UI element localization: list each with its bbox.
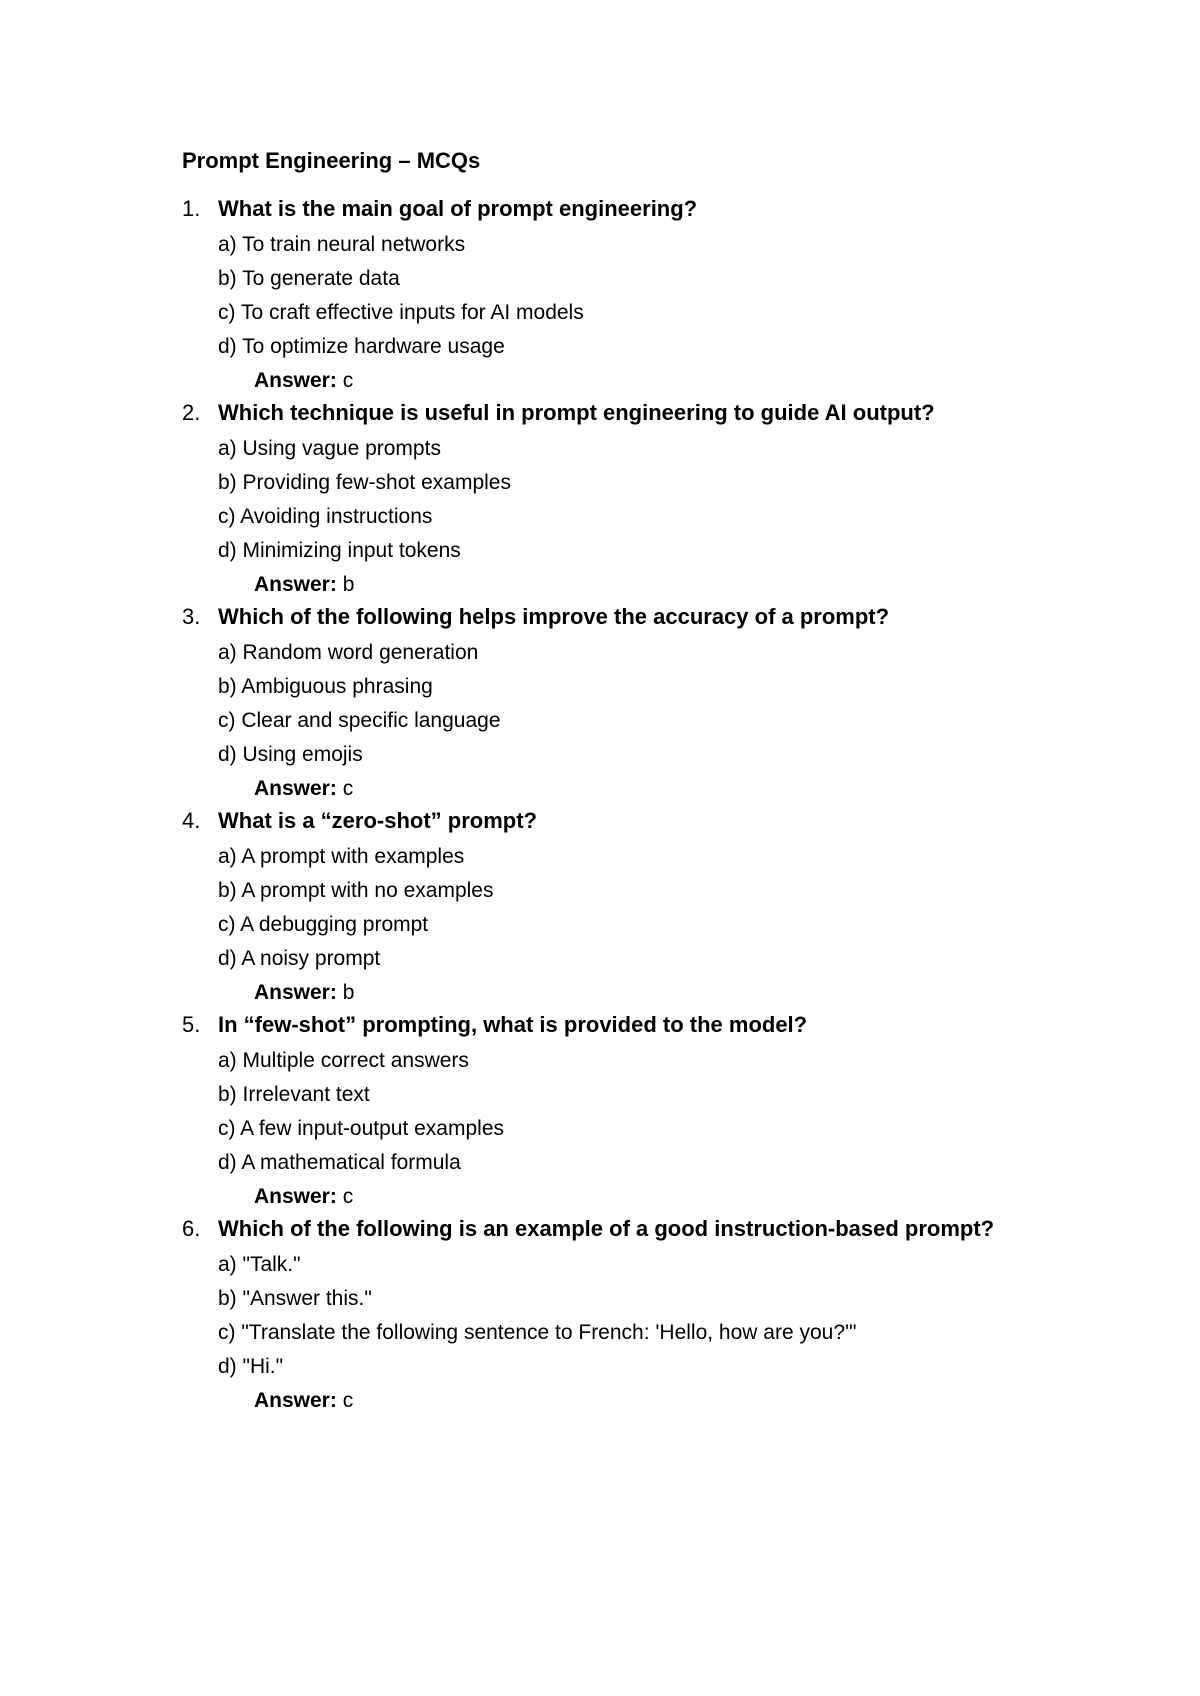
- question-5: [182, 1010, 1142, 1214]
- answer-line: [182, 568, 1142, 602]
- question-header: [182, 806, 1142, 840]
- option-list: [182, 1248, 1142, 1384]
- option-a: a) Using vague prompts: [218, 437, 441, 460]
- question-text: What is the main goal of prompt engineering?: [218, 196, 698, 221]
- answer-line: [182, 976, 1142, 1010]
- option-d: d) A mathematical formula: [218, 1151, 461, 1174]
- answer-label: Answer:: [254, 1389, 337, 1412]
- question-number: 1.: [182, 196, 201, 221]
- option-list: [182, 228, 1142, 364]
- answer-value: b: [342, 981, 355, 1004]
- question-header: [182, 1214, 1142, 1248]
- question-3: [182, 602, 1142, 806]
- answer-label: Answer:: [254, 777, 337, 800]
- option-b: b) "Answer this.": [218, 1287, 372, 1310]
- question-header: [182, 194, 1142, 228]
- option-b: b) Ambiguous phrasing: [218, 675, 433, 698]
- option-d: d) A noisy prompt: [218, 947, 381, 970]
- answer-value: c: [342, 1185, 354, 1208]
- question-number: 5.: [182, 1012, 201, 1037]
- answer-label: Answer:: [254, 1185, 337, 1208]
- question-text: What is a “zero-shot” prompt?: [218, 808, 537, 833]
- question-4: [182, 806, 1142, 1010]
- answer-line: [182, 364, 1142, 398]
- option-b: b) Irrelevant text: [218, 1083, 370, 1106]
- option-c: c) To craft effective inputs for AI models: [218, 301, 584, 324]
- option-c: c) Clear and specific language: [218, 709, 501, 732]
- option-c: c) "Translate the following sentence to French: 'Hello, how are you?'": [218, 1321, 857, 1344]
- option-a: a) Random word generation: [218, 641, 479, 664]
- question-number: 6.: [182, 1216, 201, 1241]
- answer-value: c: [342, 369, 354, 392]
- answer-label: Answer:: [254, 573, 337, 596]
- option-list: [182, 636, 1142, 772]
- question-header: [182, 602, 1142, 636]
- question-number: 4.: [182, 808, 201, 833]
- option-c: c) Avoiding instructions: [218, 505, 433, 528]
- answer-value: c: [342, 1389, 354, 1412]
- option-d: d) Using emojis: [218, 743, 363, 766]
- option-c: c) A few input-output examples: [218, 1117, 504, 1140]
- answer-line: [182, 1180, 1142, 1214]
- option-b: b) Providing few-shot examples: [218, 471, 511, 494]
- question-header: [182, 1010, 1142, 1044]
- question-text: Which of the following helps improve the accuracy of a prompt?: [218, 604, 890, 629]
- option-list: [182, 1044, 1142, 1180]
- option-d: d) To optimize hardware usage: [218, 335, 505, 358]
- question-header: [182, 398, 1142, 432]
- question-number: 3.: [182, 604, 201, 629]
- document-title: Prompt Engineering – MCQs: [182, 148, 481, 173]
- answer-value: b: [342, 573, 355, 596]
- option-a: a) Multiple correct answers: [218, 1049, 469, 1072]
- option-list: [182, 840, 1142, 976]
- question-text: Which of the following is an example of a good instruction-based prompt?: [218, 1216, 995, 1241]
- option-d: d) "Hi.": [218, 1355, 284, 1378]
- option-a: a) A prompt with examples: [218, 845, 465, 868]
- question-number: 2.: [182, 400, 201, 425]
- option-b: b) A prompt with no examples: [218, 879, 494, 902]
- answer-line: [182, 772, 1142, 806]
- option-d: d) Minimizing input tokens: [218, 539, 461, 562]
- question-1: [182, 194, 1142, 398]
- answer-line: [182, 1384, 1142, 1418]
- answer-label: Answer:: [254, 369, 337, 392]
- question-6: [182, 1214, 1142, 1418]
- option-c: c) A debugging prompt: [218, 913, 429, 936]
- question-text: Which technique is useful in prompt engineering to guide AI output?: [218, 400, 935, 425]
- option-b: b) To generate data: [218, 267, 400, 290]
- answer-value: c: [342, 777, 354, 800]
- question-2: [182, 398, 1142, 602]
- option-a: a) "Talk.": [218, 1253, 301, 1276]
- question-text: In “few-shot” prompting, what is provided to the model?: [218, 1012, 808, 1037]
- option-a: a) To train neural networks: [218, 233, 466, 256]
- answer-label: Answer:: [254, 981, 337, 1004]
- option-list: [182, 432, 1142, 568]
